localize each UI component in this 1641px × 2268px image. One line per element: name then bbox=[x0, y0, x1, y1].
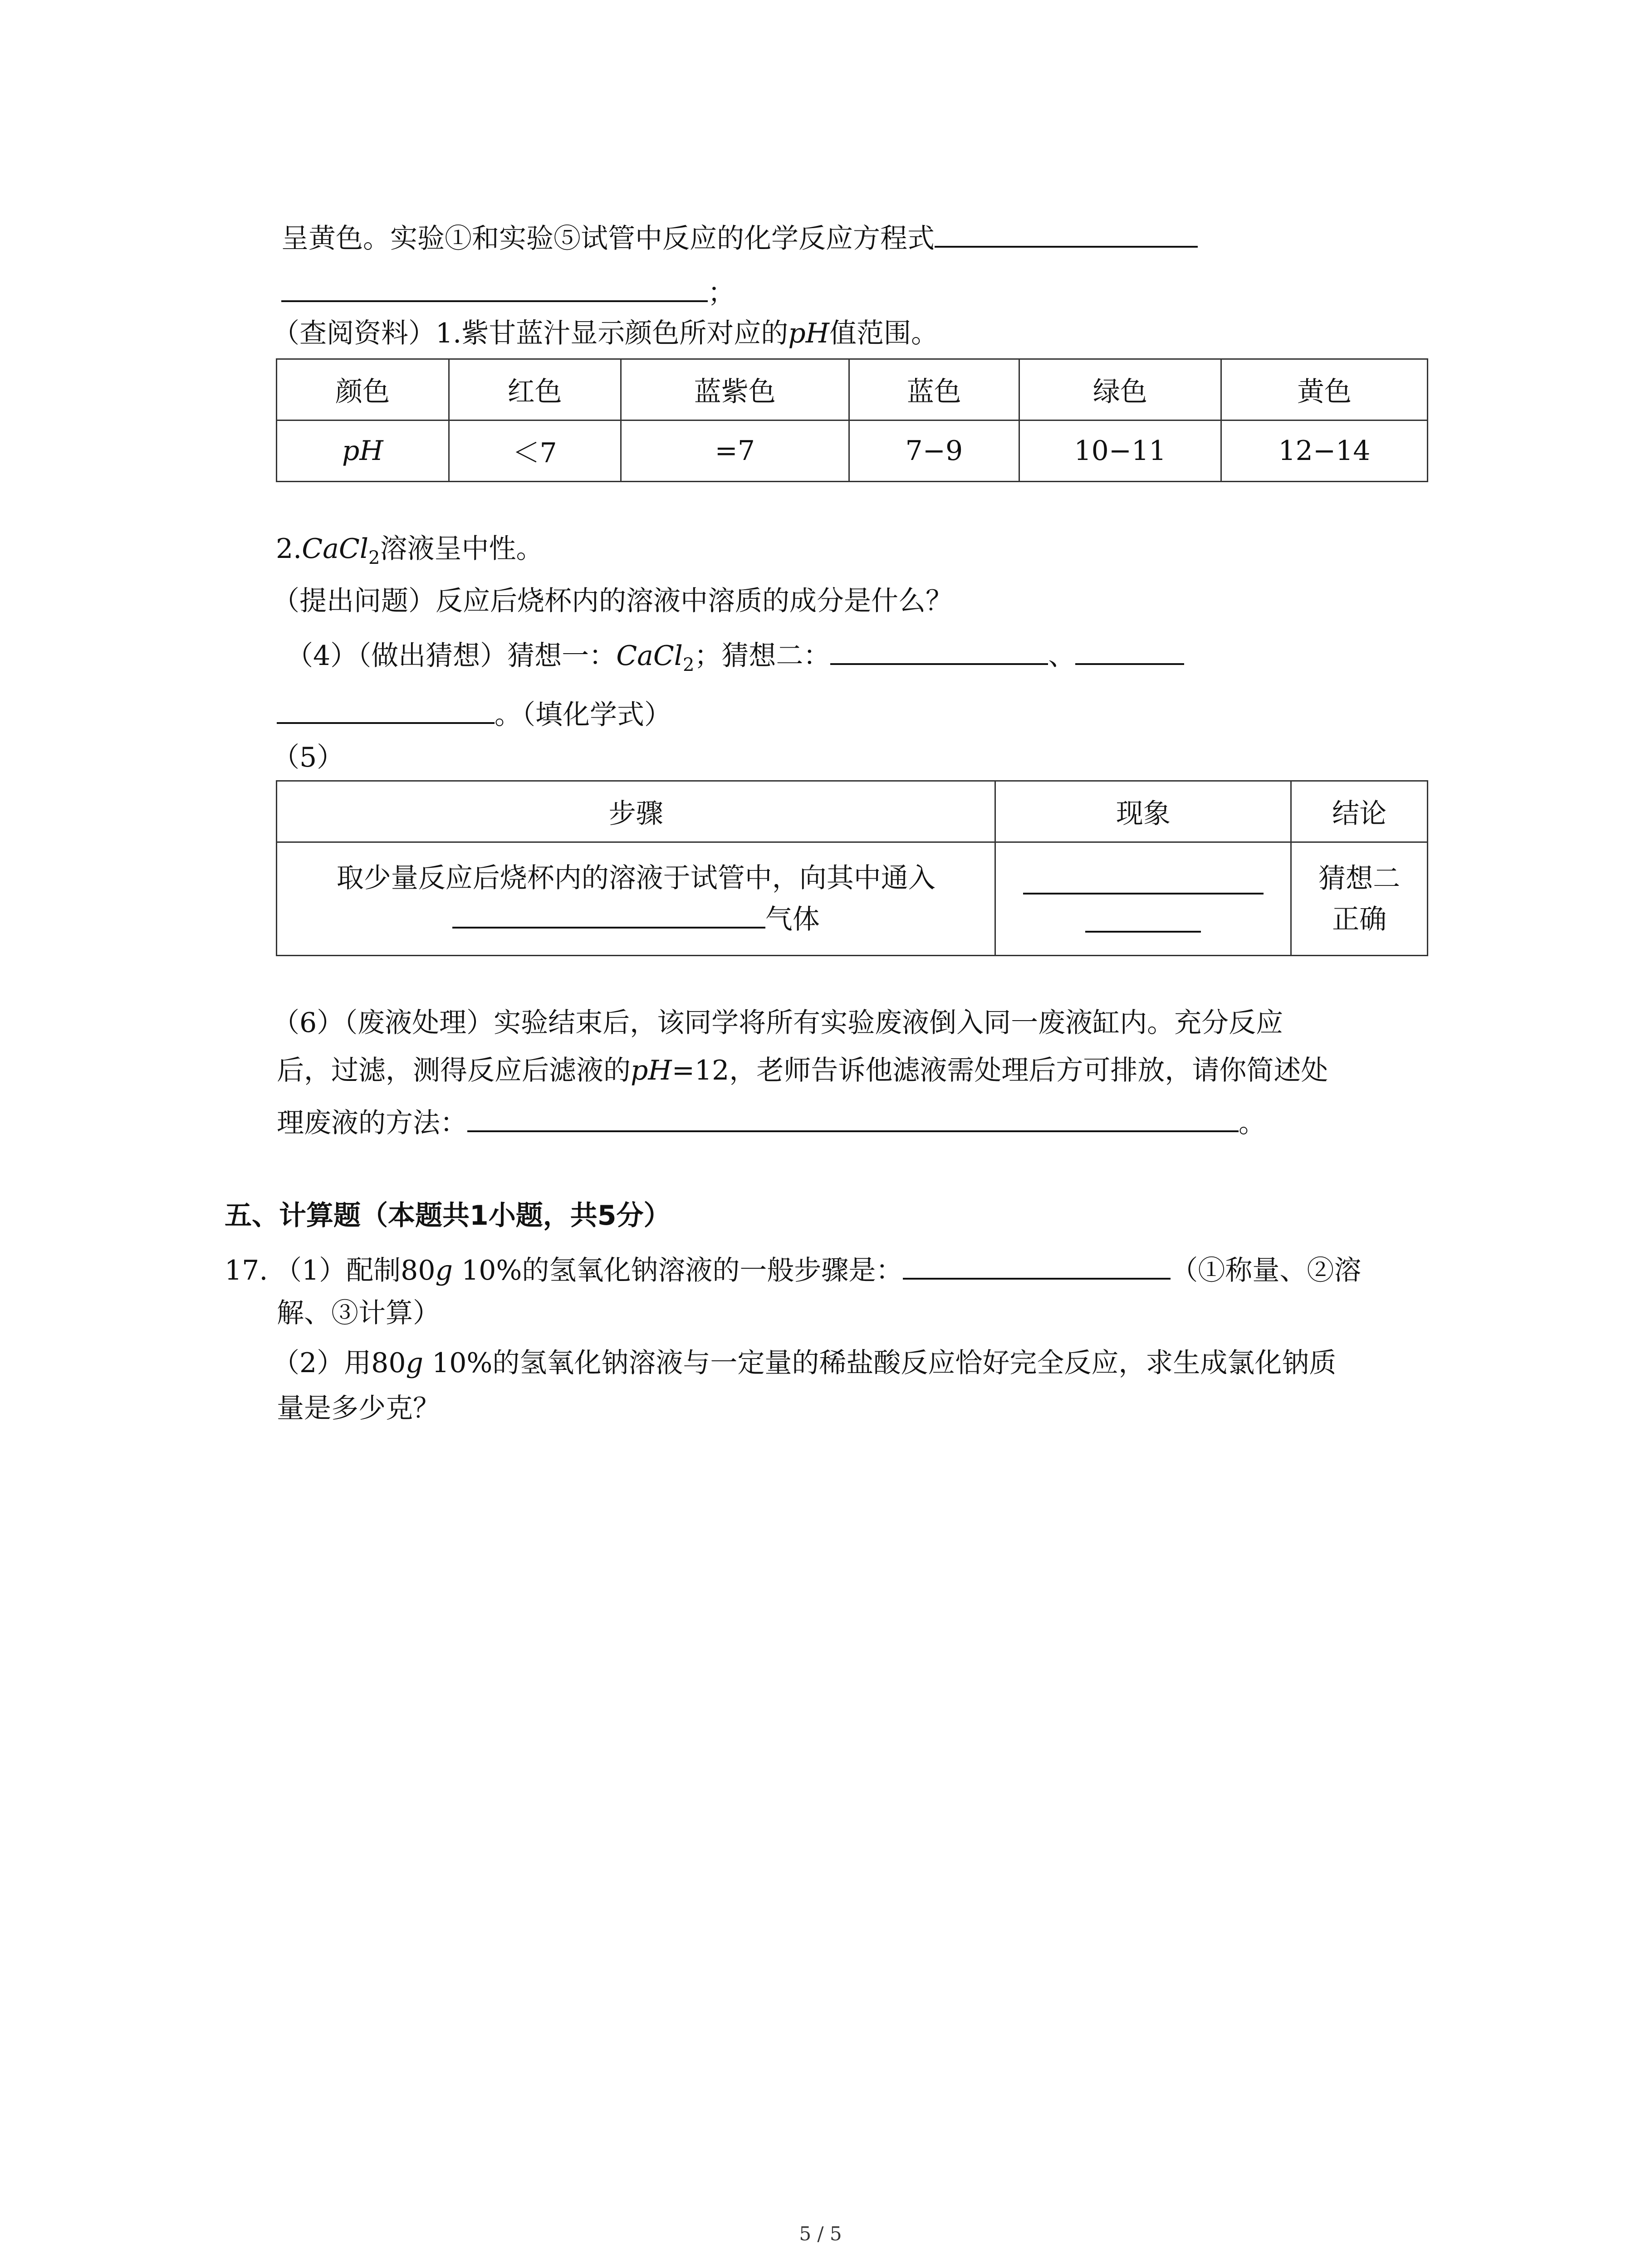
q17-1-c: （①称量、②溶 bbox=[1171, 1255, 1362, 1286]
q17-2-g: g bbox=[406, 1347, 423, 1379]
exp-conclusion-line2: 正确 bbox=[1332, 903, 1387, 935]
q17-line-3 bbox=[272, 1345, 1336, 1381]
guess1-formula: CaCl bbox=[616, 640, 683, 672]
ph-table-color-bluepurple: 蓝紫色 bbox=[621, 359, 849, 420]
ph-table-range-bluepurple: =7 bbox=[621, 420, 849, 482]
q6-line3-text: 理废液的方法： bbox=[277, 1107, 467, 1139]
exp-header-step: 步骤 bbox=[277, 781, 995, 842]
exp-step-line2 bbox=[277, 899, 994, 940]
q6-line-1 bbox=[272, 1005, 1283, 1041]
exp-step-line2-tail: 气体 bbox=[765, 904, 820, 935]
ph-table-range-blue: 7−9 bbox=[849, 420, 1019, 482]
equation-blank-1[interactable] bbox=[935, 218, 1198, 248]
q6-line2-b: =12，老师告诉他滤液需处理后方可排放，请你简述处 bbox=[671, 1055, 1328, 1086]
guess-mid: ；猜想二： bbox=[694, 640, 831, 672]
guess1-sub: 2 bbox=[682, 655, 695, 675]
guess-prefix: （4）（做出猜想）猜想一： bbox=[286, 640, 617, 672]
ph-table-range-yellow: 12−14 bbox=[1221, 420, 1427, 482]
exp-step-cell bbox=[277, 842, 995, 956]
lookup-tail: 值范围。 bbox=[829, 318, 938, 349]
question-line-2 bbox=[281, 272, 735, 311]
q6-line2-ph: pH bbox=[631, 1055, 672, 1086]
q17-1-b: 10%的氢氧化钠溶液的一般步骤是： bbox=[452, 1255, 903, 1286]
exp-header-conclusion: 结论 bbox=[1291, 781, 1428, 842]
cacl2-tail: 溶液呈中性。 bbox=[380, 533, 544, 565]
q5-label-text: （5） bbox=[272, 742, 344, 773]
ph-table-color-green: 绿色 bbox=[1019, 359, 1221, 420]
q5-label bbox=[272, 739, 344, 776]
q17-2-a: （2）用80 bbox=[272, 1347, 406, 1379]
ph-color-table bbox=[276, 358, 1428, 482]
q17-2-c: 量是多少克？ bbox=[277, 1393, 440, 1424]
raise-question-text: （提出问题）反应后烧杯内的溶液中溶质的成分是什么？ bbox=[272, 585, 953, 617]
guess2-blank-3[interactable] bbox=[277, 694, 495, 724]
exp-header-phenomenon: 现象 bbox=[995, 781, 1291, 842]
equation-blank-2[interactable] bbox=[281, 272, 708, 302]
q6-line3-end: 。 bbox=[1239, 1107, 1266, 1139]
cacl2-prefix: 2. bbox=[276, 533, 302, 565]
guess2-blank-2[interactable] bbox=[1075, 635, 1184, 665]
q17-number: 17. bbox=[225, 1255, 268, 1286]
guess2-blank-1[interactable] bbox=[830, 635, 1048, 665]
q17-1-g: g bbox=[435, 1255, 453, 1286]
q17-line-2 bbox=[277, 1295, 440, 1331]
ph-table-color-red: 红色 bbox=[449, 359, 621, 420]
ph-table-range-red: ＜7 bbox=[449, 420, 621, 482]
ph-table-color-yellow: 黄色 bbox=[1221, 359, 1427, 420]
page-number: 5 / 5 bbox=[799, 2223, 842, 2245]
ph-table-row-label: pH bbox=[277, 420, 449, 482]
q6-method-blank[interactable] bbox=[467, 1102, 1239, 1132]
guess-sep: 、 bbox=[1048, 640, 1076, 672]
exp-gas-blank[interactable] bbox=[452, 899, 765, 929]
q17-line-4 bbox=[277, 1390, 440, 1427]
q17-1-a: （1）配制80 bbox=[274, 1255, 436, 1286]
lookup-line bbox=[272, 315, 938, 352]
q17-2-b: 10%的氢氧化钠溶液与一定量的稀盐酸反应恰好完全反应，求生成氯化钠质 bbox=[423, 1347, 1337, 1379]
ph-table-range-green: 10−11 bbox=[1019, 420, 1221, 482]
experiment-table bbox=[276, 780, 1428, 956]
exp-phenomenon-blank-1[interactable] bbox=[1023, 865, 1264, 894]
cacl2-sub: 2 bbox=[368, 547, 380, 568]
line2-end: ； bbox=[708, 277, 735, 309]
lookup-intro: （查阅资料）1.紫甘蓝汁显示颜色所对应的 bbox=[272, 318, 789, 349]
raise-question-line bbox=[272, 583, 953, 619]
exp-conclusion-line1: 猜想二 bbox=[1318, 862, 1401, 894]
q17-line-1 bbox=[225, 1250, 1361, 1289]
guess-line-2 bbox=[277, 694, 671, 733]
exp-phenomenon-cell bbox=[995, 842, 1291, 956]
exp-phenomenon-blank-2[interactable] bbox=[1085, 894, 1201, 933]
q6-line-3 bbox=[277, 1102, 1266, 1141]
ph-table-color-blue: 蓝色 bbox=[849, 359, 1019, 420]
q17-1-d: 解、③计算） bbox=[277, 1297, 440, 1329]
lookup-ph: pH bbox=[788, 318, 829, 349]
exp-conclusion-cell bbox=[1291, 842, 1428, 956]
exp-step-line1: 取少量反应后烧杯内的溶液于试管中，向其中通入 bbox=[336, 862, 936, 894]
cacl2-formula: CaCl bbox=[302, 533, 369, 565]
cacl2-line bbox=[276, 531, 543, 576]
section5-title-text: 五、计算题（本题共1小题，共5分） bbox=[225, 1200, 671, 1232]
q6-line2-a: 后，过滤，测得反应后滤液的 bbox=[277, 1055, 631, 1086]
ph-table-header-label: 颜色 bbox=[277, 359, 449, 420]
question-line-1 bbox=[281, 218, 1198, 257]
q6-line1-text: （6）（废液处理）实验结束后，该同学将所有实验废液倒入同一废液缸内。充分反应 bbox=[272, 1007, 1283, 1039]
guess-line-1 bbox=[286, 635, 1184, 683]
line1-text: 呈黄色。实验①和实验⑤试管中反应的化学反应方程式 bbox=[281, 223, 935, 254]
guess-end: 。（填化学式） bbox=[495, 699, 671, 731]
q17-steps-blank[interactable] bbox=[903, 1250, 1171, 1280]
q6-line-2 bbox=[277, 1052, 1328, 1089]
section5-title bbox=[225, 1198, 671, 1234]
